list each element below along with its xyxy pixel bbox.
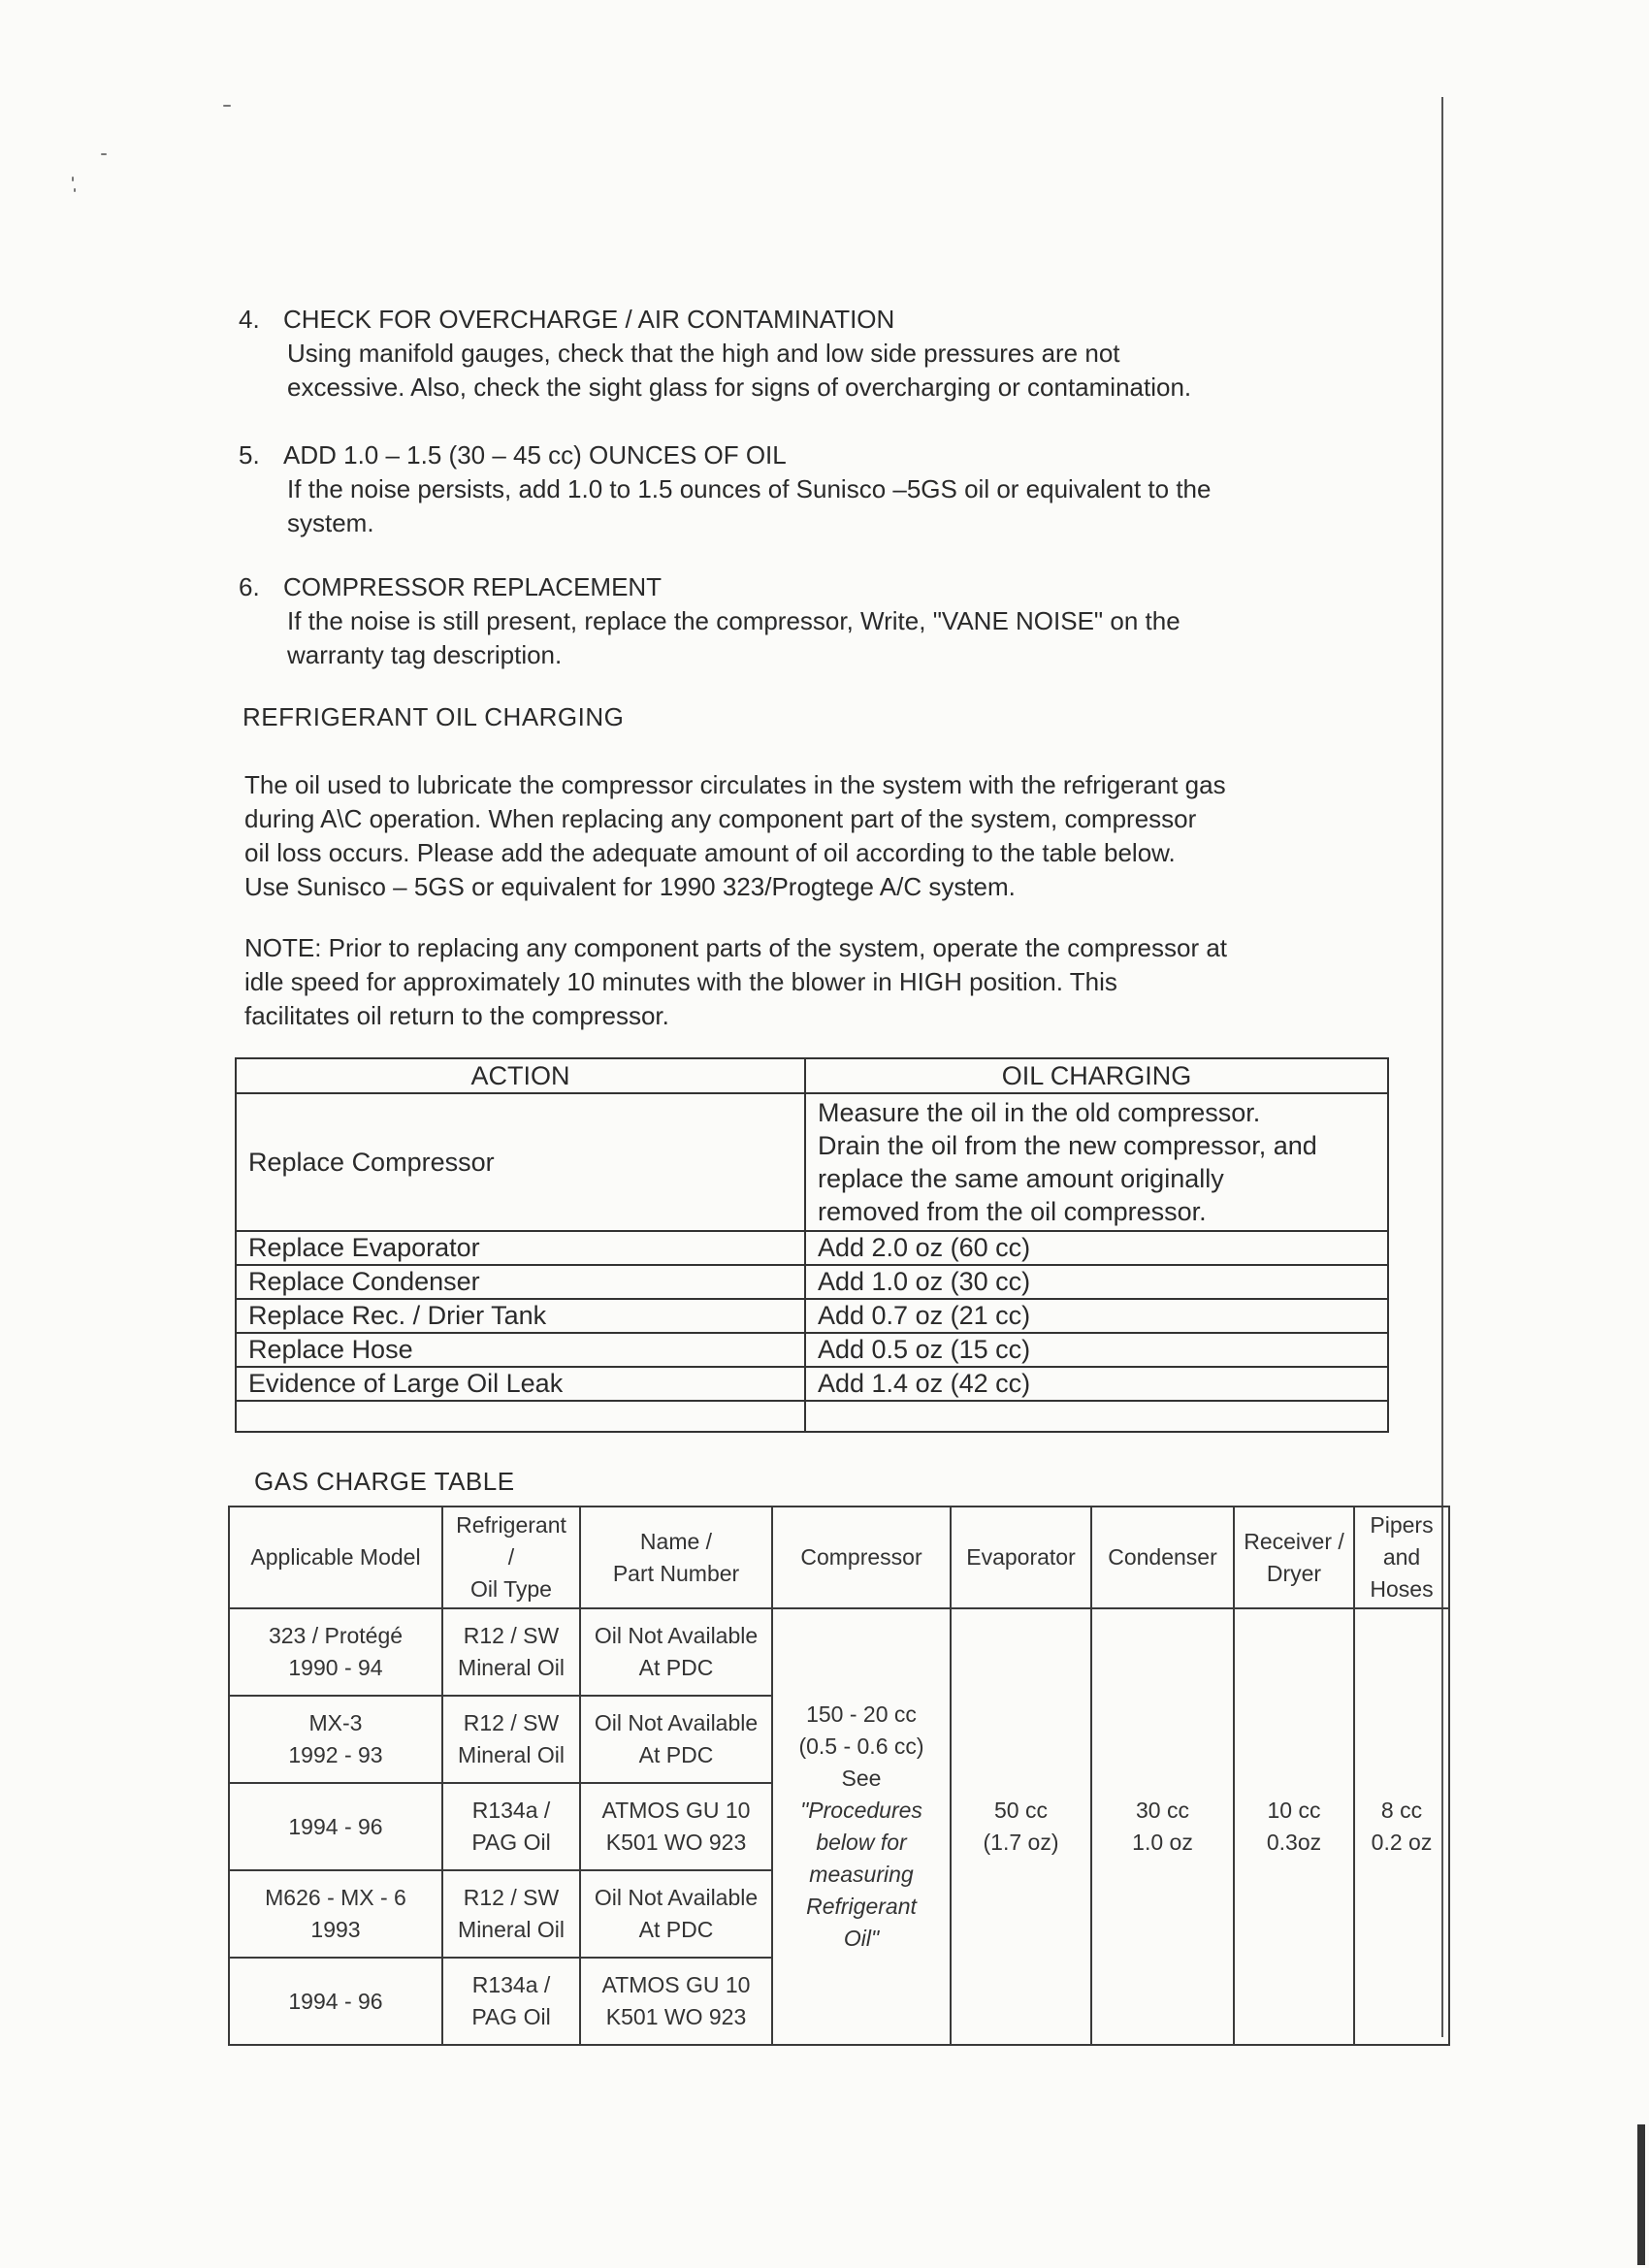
part-number-cell [580,1696,772,1783]
cell-line: replace the same amount originally [818,1164,1224,1193]
cell-line: MX-3 [308,1710,363,1735]
scan-speck [223,105,231,107]
cell-line: "Procedures [800,1798,922,1823]
header-line: / [507,1544,515,1570]
column-header-part-number [580,1507,772,1608]
cell-line: 30 cc [1136,1798,1189,1823]
header-line: Refrigerant [456,1512,566,1538]
refrigerant-cell [442,1783,580,1870]
cell-line: PAG Oil [471,1830,551,1855]
step-text-line: If the noise is still present, replace the compressor, Write, "VANE NOISE" on the [287,606,1180,635]
table-row [236,1093,1388,1231]
oil-intro-paragraph [244,768,1370,904]
paragraph-line: NOTE: Prior to replacing any component parts of the system, operate the compressor at [244,933,1228,962]
cell-line: 50 cc [994,1798,1048,1823]
action-cell: Replace Compressor [236,1093,805,1231]
column-header-refrigerant [442,1507,580,1608]
cell-line: 1994 - 96 [288,1988,383,2014]
cell-line: 1993 [310,1917,361,1942]
cell-line: ATMOS GU 10 [601,1972,751,1997]
cell-line: K501 WO 923 [605,1830,747,1855]
cell-line: At PDC [638,1917,714,1942]
cell-line: Mineral Oil [458,1917,565,1942]
model-cell [229,1696,442,1783]
gas-charge-table [228,1506,1450,2046]
column-header-action: ACTION [236,1058,805,1093]
cell-line: 10 cc [1267,1798,1321,1823]
cell-line: removed from the oil compressor. [818,1197,1207,1226]
cell-line: 0.3oz [1266,1830,1322,1855]
scan-speck [101,153,107,155]
empty-cell [805,1401,1388,1432]
model-cell [229,1783,442,1870]
paragraph-line: idle speed for approximately 10 minutes with the blower in HIGH position. This [244,967,1117,996]
step-number: 6. [239,572,260,601]
pipers-cell [1354,1608,1449,2045]
cell-line: Oil" [843,1926,880,1951]
cell-line: PAG Oil [471,2004,551,2029]
header-line: Pipers [1370,1512,1434,1538]
condenser-cell [1091,1608,1234,2045]
cell-line: (1.7 oz) [983,1830,1059,1855]
table-header-row [236,1058,1388,1093]
cell-line: R134a / [471,1798,551,1823]
table-row [236,1299,1388,1333]
cell-line: At PDC [638,1655,714,1680]
cell-line: 1992 - 93 [288,1742,383,1767]
oil-charging-cell: Add 0.7 oz (21 cc) [805,1299,1388,1333]
cell-line: 8 cc [1380,1798,1423,1823]
table-row-empty [236,1401,1388,1432]
action-cell: Replace Rec. / Drier Tank [236,1299,805,1333]
column-header-oil-charging: OIL CHARGING [805,1058,1388,1093]
cell-line: 1.0 oz [1132,1830,1193,1855]
refrigerant-cell [442,1870,580,1958]
table-row [229,1608,1449,1696]
action-cell: Evidence of Large Oil Leak [236,1367,805,1401]
paragraph-line: facilitates oil return to the compressor. [244,1001,669,1030]
cell-line: (0.5 - 0.6 cc) [798,1733,924,1759]
step-text-line: Using manifold gauges, check that the high and low side pressures are not [287,339,1120,368]
header-line: Receiver / [1244,1528,1344,1554]
cell-line: Oil Not Available [594,1710,759,1735]
cell-line: 323 / Protégé [268,1623,404,1648]
compressor-cell [772,1608,951,2045]
cell-line: measuring [809,1862,914,1887]
oil-charging-cell [805,1093,1388,1231]
cell-line: K501 WO 923 [605,2004,747,2029]
cell-line: R12 / SW [463,1623,560,1648]
paragraph-line: during A\C operation. When replacing any component part of the system, compressor [244,804,1197,833]
part-number-cell [580,1608,772,1696]
cell-line: Oil Not Available [594,1885,759,1910]
table-row [236,1367,1388,1401]
column-header-pipers [1354,1507,1449,1608]
receiver-cell [1234,1608,1354,2045]
paragraph-line: Use Sunisco – 5GS or equivalent for 1990 323/Progtege A/C system. [244,872,1016,901]
column-header-evaporator: Evaporator [951,1507,1091,1608]
part-number-cell [580,1783,772,1870]
part-number-cell [580,1958,772,2045]
cell-line: R134a / [471,1972,551,1997]
cell-line: M626 - MX - 6 [265,1885,406,1910]
scan-edge-mark [1637,2124,1645,2265]
cell-line: Drain the oil from the new compressor, and [818,1131,1317,1160]
refrigerant-cell [442,1696,580,1783]
paragraph-line: oil loss occurs. Please add the adequate amount of oil according to the table below. [244,838,1176,867]
evaporator-cell [951,1608,1091,2045]
scan-speck [74,188,76,192]
step-text-line: system. [287,508,374,537]
cell-line: below for [816,1830,907,1855]
cell-line: See [841,1766,882,1791]
cell-line: 1994 - 96 [288,1813,383,1839]
empty-cell [236,1401,805,1432]
step-text-line: excessive. Also, check the sight glass for signs of overcharging or contamination. [287,373,1192,402]
header-line: Hoses [1370,1576,1434,1602]
cell-line: R12 / SW [463,1885,560,1910]
cell-line: Oil Not Available [594,1623,759,1648]
step-text-line: If the noise persists, add 1.0 to 1.5 ounces of Sunisco –5GS oil or equivalent to the [287,474,1212,503]
action-cell: Replace Hose [236,1333,805,1367]
oil-section-title: REFRIGERANT OIL CHARGING [242,702,625,731]
oil-charging-cell: Add 2.0 oz (60 cc) [805,1231,1388,1265]
refrigerant-cell [442,1608,580,1696]
table-row [236,1231,1388,1265]
part-number-cell [580,1870,772,1958]
step-heading: COMPRESSOR REPLACEMENT [283,572,663,601]
gas-table-title: GAS CHARGE TABLE [254,1467,515,1496]
step-heading: ADD 1.0 – 1.5 (30 – 45 cc) OUNCES OF OIL [283,440,787,470]
oil-charging-table [235,1057,1389,1433]
column-header-compressor: Compressor [772,1507,951,1608]
table-header-row [229,1507,1449,1608]
cell-line: R12 / SW [463,1710,560,1735]
step-5 [239,438,1354,540]
cell-line: 150 - 20 cc [806,1701,917,1727]
scan-speck [72,177,74,181]
column-header-condenser: Condenser [1091,1507,1234,1608]
oil-charging-cell: Add 1.4 oz (42 cc) [805,1367,1388,1401]
header-line: Name / [639,1528,713,1554]
header-line: Oil Type [470,1576,552,1602]
paragraph-line: The oil used to lubricate the compressor circulates in the system with the refrigerant gas [244,770,1226,799]
action-cell: Replace Condenser [236,1265,805,1299]
step-text-line: warranty tag description. [287,640,563,669]
refrigerant-cell [442,1958,580,2045]
header-line: Part Number [612,1560,740,1586]
header-line: Dryer [1266,1560,1322,1586]
model-cell [229,1870,442,1958]
model-cell [229,1608,442,1696]
header-line: and [1382,1544,1421,1570]
oil-charging-cell: Add 1.0 oz (30 cc) [805,1265,1388,1299]
step-number: 4. [239,305,260,334]
model-cell [229,1958,442,2045]
column-header-model: Applicable Model [229,1507,442,1608]
oil-charging-cell: Add 0.5 oz (15 cc) [805,1333,1388,1367]
note-paragraph [244,931,1370,1033]
cell-line: Mineral Oil [458,1742,565,1767]
cell-line: Measure the oil in the old compressor. [818,1098,1261,1127]
table-row [236,1333,1388,1367]
action-cell: Replace Evaporator [236,1231,805,1265]
cell-line: Refrigerant [806,1894,917,1919]
cell-line: ATMOS GU 10 [601,1798,751,1823]
cell-line: Mineral Oil [458,1655,565,1680]
cell-line: At PDC [638,1742,714,1767]
cell-line: 1990 - 94 [288,1655,383,1680]
column-header-receiver [1234,1507,1354,1608]
cell-line: 0.2 oz [1371,1830,1433,1855]
step-heading: CHECK FOR OVERCHARGE / AIR CONTAMINATION [283,305,895,334]
step-number: 5. [239,440,260,470]
table-row [236,1265,1388,1299]
step-6 [239,570,1354,672]
step-4 [239,303,1354,405]
